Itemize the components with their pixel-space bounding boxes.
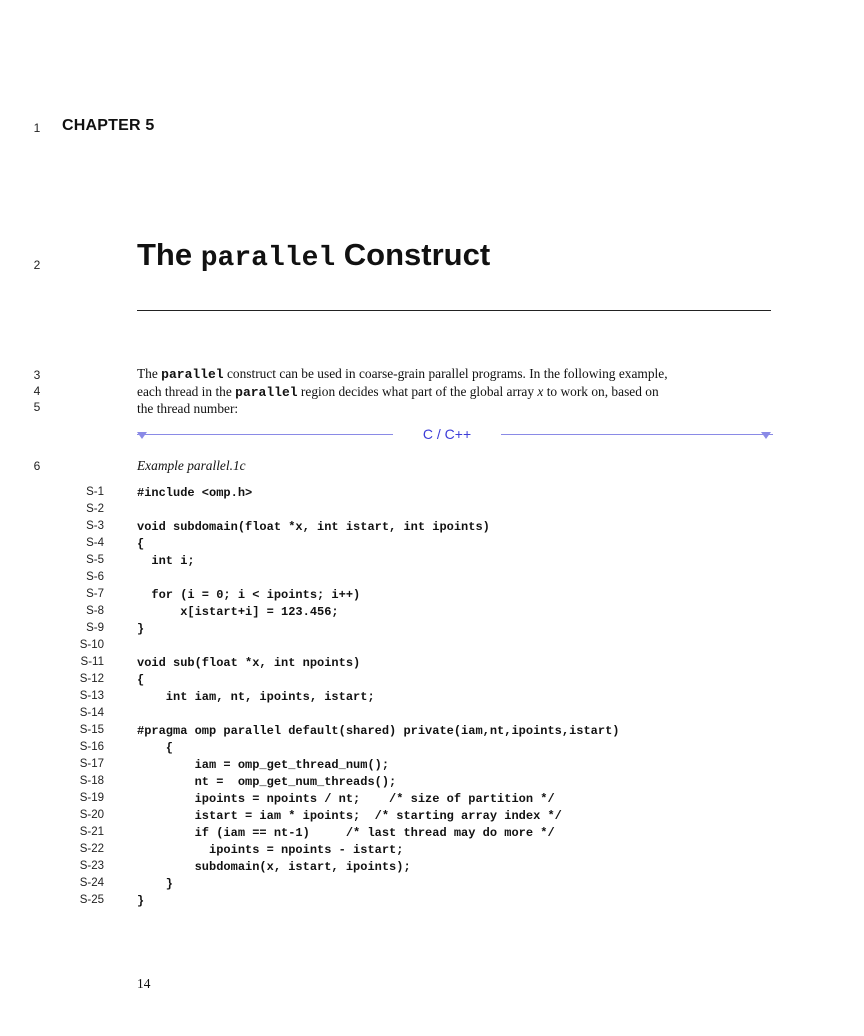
code-line xyxy=(0,571,864,588)
code-line xyxy=(0,656,864,673)
code-line xyxy=(0,877,864,894)
code-line-text: { xyxy=(137,673,145,687)
code-line xyxy=(0,486,864,503)
line-number: 3 xyxy=(33,368,41,382)
code-line-number: S-13 xyxy=(79,690,104,702)
code-line-text: } xyxy=(137,622,145,636)
line-number: 1 xyxy=(33,121,41,135)
code-line xyxy=(0,639,864,656)
para-text: the thread number: xyxy=(137,401,239,416)
code-line-number: S-18 xyxy=(79,775,104,787)
para-text: construct can be used in coarse-grain parallel programs. In the following example, xyxy=(223,366,668,381)
code-line xyxy=(0,588,864,605)
code-line xyxy=(0,605,864,622)
code-line xyxy=(0,622,864,639)
code-line-text: } xyxy=(137,894,145,908)
code-line xyxy=(0,758,864,775)
code-line-number: S-3 xyxy=(86,520,104,532)
code-line-number: S-19 xyxy=(79,792,104,804)
code-line-text: ipoints = npoints - istart; xyxy=(137,843,404,857)
code-line xyxy=(0,537,864,554)
title-prefix: The xyxy=(137,237,193,272)
right-triangle-icon xyxy=(761,432,771,439)
para-text: region decides what part of the global array xyxy=(297,383,538,399)
code-line-number: S-24 xyxy=(79,877,104,889)
banner-line-left xyxy=(137,434,393,435)
code-line-number: S-4 xyxy=(86,537,104,549)
code-line-text: int i; xyxy=(137,554,195,568)
code-line-text: subdomain(x, istart, ipoints); xyxy=(137,860,411,874)
language-banner xyxy=(137,426,773,444)
code-line xyxy=(0,809,864,826)
page-number: 14 xyxy=(137,976,151,991)
code-line-text: istart = iam * ipoints; /* starting array index */ xyxy=(137,809,562,823)
code-line-number: S-17 xyxy=(79,758,104,770)
code-line-number: S-1 xyxy=(86,486,104,498)
code-line-number: S-14 xyxy=(79,707,104,719)
code-line-text: void sub(float *x, int npoints) xyxy=(137,656,361,670)
code-line-number: S-11 xyxy=(80,656,104,668)
code-line-number: S-22 xyxy=(79,843,104,855)
line-number: 6 xyxy=(33,459,41,473)
code-line-text: #pragma omp parallel default(shared) private(iam,nt,ipoints,istart) xyxy=(137,724,620,738)
code-line-text: void subdomain(float *x, int istart, int ipoints) xyxy=(137,520,490,534)
code-line xyxy=(0,520,864,537)
para-text: each thread in the xyxy=(137,383,236,399)
code-line xyxy=(0,826,864,843)
para-keyword: parallel xyxy=(235,384,298,400)
code-line-number: S-21 xyxy=(79,826,104,838)
code-line-text: int iam, nt, ipoints, istart; xyxy=(137,690,375,704)
code-line-text: iam = omp_get_thread_num(); xyxy=(137,758,390,772)
code-line-number: S-9 xyxy=(86,622,104,634)
code-line-number: S-23 xyxy=(79,860,104,872)
code-line-text: { xyxy=(137,537,145,551)
para-text: The xyxy=(137,366,162,381)
para-variable: x xyxy=(537,383,544,399)
code-line-number: S-7 xyxy=(86,588,104,600)
chapter-heading: CHAPTER 5 xyxy=(62,117,155,134)
code-line-number: S-10 xyxy=(79,639,104,651)
para-keyword: parallel xyxy=(161,367,224,382)
code-line-number: S-5 xyxy=(86,554,104,566)
code-line-text: ipoints = npoints / nt; /* size of partition */ xyxy=(137,792,555,806)
code-line-text: { xyxy=(137,741,174,755)
line-number: 4 xyxy=(33,384,41,398)
code-line xyxy=(0,843,864,860)
example-title: Example parallel.1c xyxy=(137,458,246,473)
code-line-text: } xyxy=(137,877,174,891)
code-line xyxy=(0,690,864,707)
code-line-number: S-12 xyxy=(79,673,104,685)
code-line-number: S-2 xyxy=(86,503,104,515)
code-line-text: nt = omp_get_num_threads(); xyxy=(137,775,397,789)
page-title xyxy=(137,237,490,274)
language-label: C / C++ xyxy=(422,426,472,442)
title-suffix: Construct xyxy=(343,237,491,272)
code-line-number: S-15 xyxy=(79,724,104,736)
code-line xyxy=(0,554,864,571)
banner-line-right xyxy=(501,434,773,435)
code-line xyxy=(0,707,864,724)
code-line xyxy=(0,894,864,911)
code-line-number: S-16 xyxy=(79,741,104,753)
code-line xyxy=(0,775,864,792)
code-line-text: if (iam == nt-1) /* last thread may do more */ xyxy=(137,826,555,840)
code-line-number: S-20 xyxy=(79,809,104,821)
code-line xyxy=(0,792,864,809)
title-keyword: parallel xyxy=(200,243,336,274)
code-line-number: S-6 xyxy=(86,571,104,583)
code-line xyxy=(0,860,864,877)
code-line xyxy=(0,741,864,758)
code-line xyxy=(0,503,864,520)
intro-paragraph xyxy=(137,366,777,418)
code-line-number: S-8 xyxy=(86,605,104,617)
code-line xyxy=(0,724,864,741)
code-line-text: for (i = 0; i < ipoints; i++) xyxy=(137,588,361,602)
code-line-number: S-25 xyxy=(79,894,104,906)
line-number: 2 xyxy=(33,258,41,272)
code-line-text: #include <omp.h> xyxy=(137,486,253,500)
code-line xyxy=(0,673,864,690)
code-line-text: x[istart+i] = 123.456; xyxy=(137,605,339,619)
line-number: 5 xyxy=(33,400,41,414)
para-text: to work on, based on xyxy=(543,383,659,399)
title-rule xyxy=(137,310,771,311)
